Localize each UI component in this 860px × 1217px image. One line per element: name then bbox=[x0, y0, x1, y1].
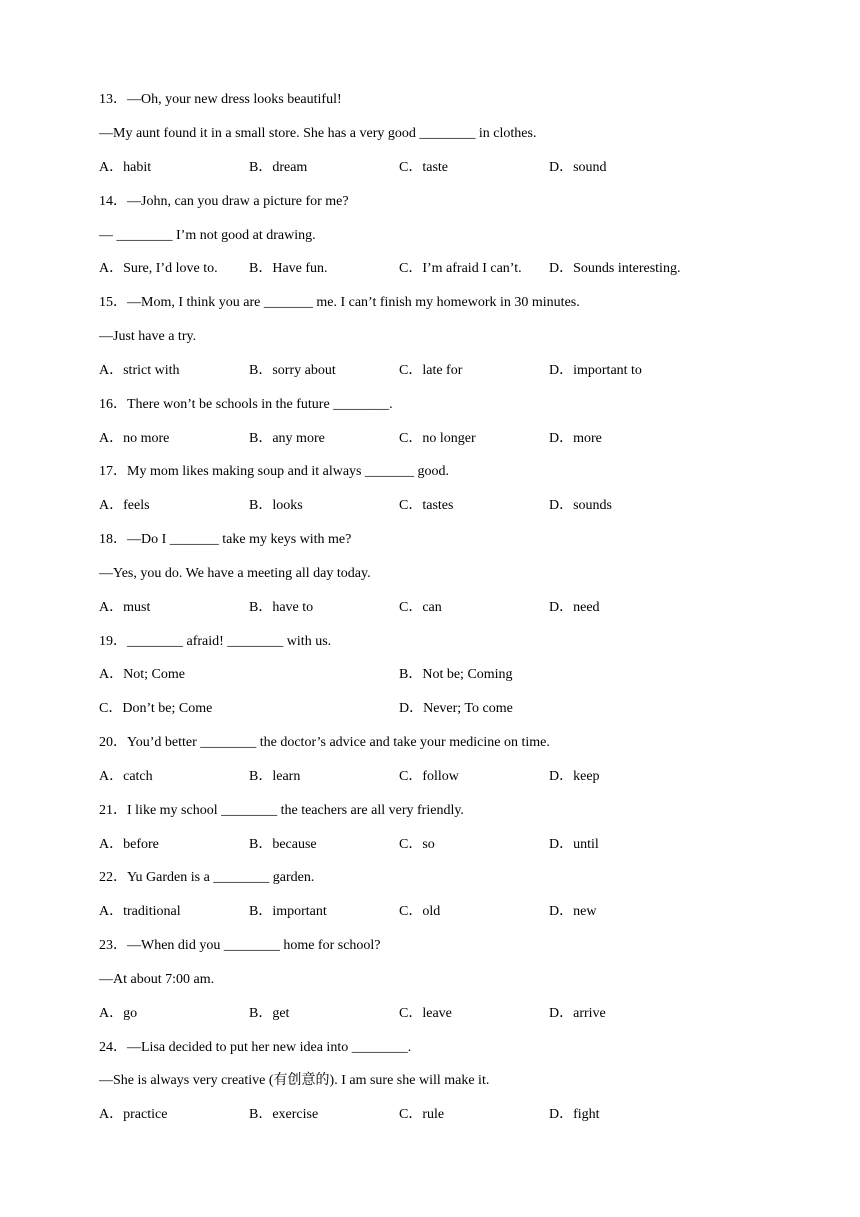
q16-option-a: A．no more bbox=[99, 431, 170, 446]
q20-option-a: A．catch bbox=[99, 769, 153, 784]
q15-option-c: C．late for bbox=[399, 363, 463, 378]
q22-option-d: D．new bbox=[549, 904, 597, 919]
q14-option-b: B．Have fun. bbox=[249, 261, 328, 276]
q19-option-d: D．Never; To come bbox=[399, 701, 513, 716]
q13-option-d: D．sound bbox=[549, 160, 607, 175]
q15-option-d: D．important to bbox=[549, 363, 642, 378]
q22-option-c: C．old bbox=[399, 904, 441, 919]
question-13-stem: 13．—Oh, your new dress looks beautiful! bbox=[99, 92, 342, 107]
q17-option-b: B．looks bbox=[249, 498, 303, 513]
question-17-stem: 17．My mom likes making soup and it always _______ good. bbox=[99, 464, 449, 479]
q17-option-c: C．tastes bbox=[399, 498, 454, 513]
q14-option-c: C．I’m afraid I can’t. bbox=[399, 261, 522, 276]
q18-option-d: D．need bbox=[549, 600, 600, 615]
question-19-stem: 19．________ afraid! ________ with us. bbox=[99, 634, 332, 649]
q23-option-b: B．get bbox=[249, 1006, 290, 1021]
q22-option-b: B．important bbox=[249, 904, 327, 919]
q19-option-a: A．Not; Come bbox=[99, 667, 185, 682]
q18-option-c: C．can bbox=[399, 600, 442, 615]
q14-option-a: A．Sure, I’d love to. bbox=[99, 261, 218, 276]
q20-option-c: C．follow bbox=[399, 769, 459, 784]
question-24-reply: —She is always very creative (有创意的). I am sure she will make it. bbox=[99, 1073, 490, 1088]
q19-option-c: C．Don’t be; Come bbox=[99, 701, 213, 716]
question-18-reply: —Yes, you do. We have a meeting all day today. bbox=[99, 566, 371, 581]
question-16-stem: 16．There won’t be schools in the future ________. bbox=[99, 397, 393, 412]
question-24-stem: 24．—Lisa decided to put her new idea into ________. bbox=[99, 1040, 412, 1055]
q21-option-d: D．until bbox=[549, 837, 599, 852]
q20-option-d: D．keep bbox=[549, 769, 600, 784]
question-21-stem: 21．I like my school ________ the teachers are all very friendly. bbox=[99, 803, 464, 818]
q13-option-a: A．habit bbox=[99, 160, 152, 175]
q21-option-a: A．before bbox=[99, 837, 159, 852]
question-15-stem: 15．—Mom, I think you are _______ me. I can’t finish my homework in 30 minutes. bbox=[99, 295, 580, 310]
q13-option-b: B．dream bbox=[249, 160, 308, 175]
question-20-stem: 20．You’d better ________ the doctor’s advice and take your medicine on time. bbox=[99, 735, 550, 750]
q21-option-b: B．because bbox=[249, 837, 317, 852]
q14-option-d: D．Sounds interesting. bbox=[549, 261, 681, 276]
question-22-stem: 22．Yu Garden is a ________ garden. bbox=[99, 870, 315, 885]
question-23-stem: 23．—When did you ________ home for school? bbox=[99, 938, 381, 953]
q19-option-b: B．Not be; Coming bbox=[399, 667, 513, 682]
q24-option-a: A．practice bbox=[99, 1107, 168, 1122]
q18-option-b: B．have to bbox=[249, 600, 314, 615]
q17-option-d: D．sounds bbox=[549, 498, 613, 513]
q24-option-d: D．fight bbox=[549, 1107, 600, 1122]
q13-option-c: C．taste bbox=[399, 160, 448, 175]
q21-option-c: C．so bbox=[399, 837, 435, 852]
q23-option-a: A．go bbox=[99, 1006, 138, 1021]
q16-option-d: D．more bbox=[549, 431, 602, 446]
question-18-stem: 18．—Do I _______ take my keys with me? bbox=[99, 532, 352, 547]
question-14-reply: — ________ I’m not good at drawing. bbox=[99, 228, 316, 243]
q18-option-a: A．must bbox=[99, 600, 151, 615]
q23-option-d: D．arrive bbox=[549, 1006, 606, 1021]
q22-option-a: A．traditional bbox=[99, 904, 181, 919]
question-14-stem: 14．—John, can you draw a picture for me? bbox=[99, 194, 349, 209]
q20-option-b: B．learn bbox=[249, 769, 301, 784]
question-13-reply: —My aunt found it in a small store. She has a very good ________ in clothes. bbox=[99, 126, 537, 141]
question-23-reply: —At about 7:00 am. bbox=[99, 972, 215, 987]
q16-option-c: C．no longer bbox=[399, 431, 476, 446]
q24-option-c: C．rule bbox=[399, 1107, 445, 1122]
q24-option-b: B．exercise bbox=[249, 1107, 319, 1122]
q15-option-b: B．sorry about bbox=[249, 363, 336, 378]
q23-option-c: C．leave bbox=[399, 1006, 452, 1021]
q16-option-b: B．any more bbox=[249, 431, 325, 446]
q17-option-a: A．feels bbox=[99, 498, 150, 513]
q15-option-a: A．strict with bbox=[99, 363, 180, 378]
question-15-reply: —Just have a try. bbox=[99, 329, 197, 344]
